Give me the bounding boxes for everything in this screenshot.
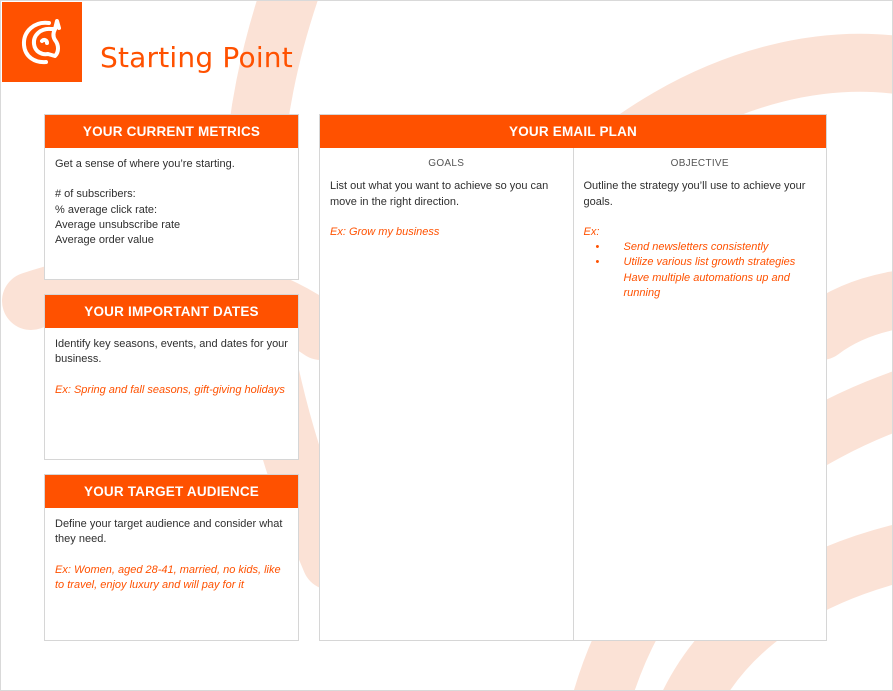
objective-column [573, 148, 827, 640]
goals-example: Ex: Grow my business [330, 225, 440, 238]
objective-intro: Outline the strategy you’ll use to achieve your goals. [583, 180, 806, 208]
goals-heading: GOALS [428, 158, 465, 169]
objective-example-label: Ex: [583, 225, 600, 238]
objective-bullet: Have multiple automations up and running [623, 271, 790, 300]
objective-bullet-list [584, 240, 817, 301]
important-dates-card [44, 294, 299, 460]
current-metrics-intro: Get a sense of where you’re starting. [55, 158, 235, 170]
goals-column [320, 148, 573, 640]
important-dates-body [45, 328, 298, 406]
email-plan-card [319, 114, 827, 641]
target-audience-body [45, 508, 298, 601]
target-audience-intro: Define your target audience and consider what they need. [55, 518, 283, 546]
goals-intro: List out what you want to achieve so you can move in the right direction. [330, 180, 549, 208]
objective-bullet: • Utilize various list growth strategies [584, 255, 817, 270]
target-audience-card [44, 474, 299, 641]
objective-bullet: • Send newsletters consistently [584, 240, 817, 255]
important-dates-example: Ex: Spring and fall seasons, gift-giving holidays [55, 383, 285, 396]
metric-item: # of subscribers: [55, 188, 136, 201]
current-metrics-header: YOUR CURRENT METRICS [45, 115, 298, 148]
email-plan-columns [320, 148, 826, 640]
email-plan-header: YOUR EMAIL PLAN [320, 115, 826, 148]
important-dates-intro: Identify key seasons, events, and dates for your business. [55, 338, 288, 366]
horse-head-logo-icon [15, 15, 69, 69]
current-metrics-body [45, 148, 298, 256]
important-dates-header: YOUR IMPORTANT DATES [45, 295, 298, 328]
target-audience-example: Ex: Women, aged 28-41, married, no kids, like to travel, enjoy luxury and will pay for it [55, 563, 281, 591]
current-metrics-card [44, 114, 299, 280]
brand-logo [2, 2, 82, 82]
objective-heading: OBJECTIVE [670, 158, 729, 169]
metric-item: Average unsubscribe rate [55, 218, 181, 231]
metric-item: Average order value [55, 234, 154, 247]
target-audience-header: YOUR TARGET AUDIENCE [45, 475, 298, 508]
metric-item: % average click rate: [55, 203, 158, 216]
page-title: Starting Point [100, 41, 293, 74]
